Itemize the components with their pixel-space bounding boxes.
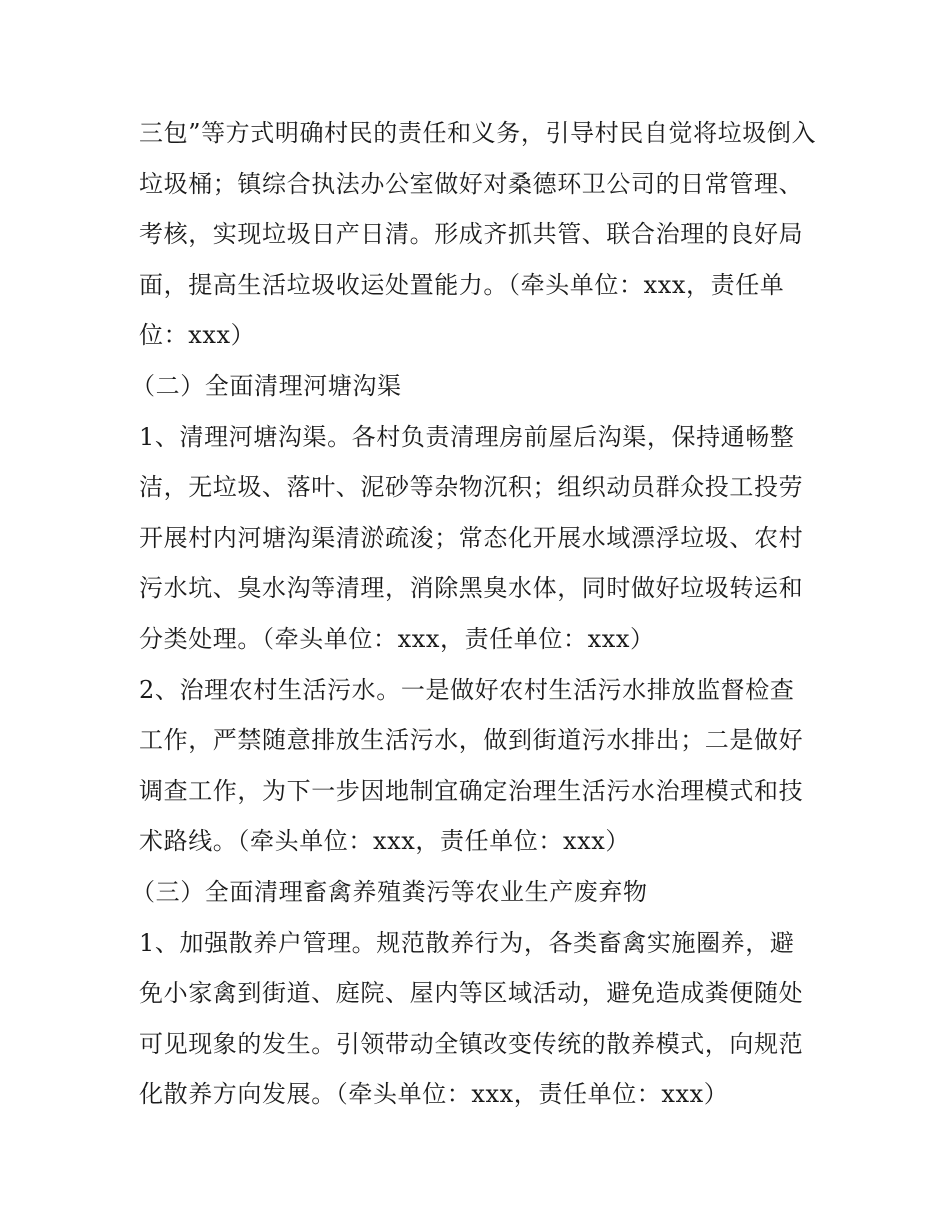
document-body [131,108,819,1120]
section-heading-river-cleanup: （二）全面清理河塘沟渠 [131,371,402,400]
paragraph-free-range-management: 1、加强散养户管理。规范散养行为，各类畜禽实施圈养，避免小家禽到街道、庭院、屋内等区域活动，避免造成粪便随处可见现象的发生。引领带动全镇改变传统的散养模式，向规范化散养方向发展。（牵头单位：xxx，责任单位：xxx） [139,928,804,1109]
paragraph-garbage-management: 三包”等方式明确村民的责任和义务，引导村民自觉将垃圾倒入垃圾桶；镇综合执法办公室做好对桑德环卫公司的日常管理、考核，实现垃圾日产日清。形成齐抓共管、联合治理的良好局面，提高生活垃圾收运处置能力。（牵头单位：xxx，责任单位：xxx） [139,119,817,350]
paragraph-clean-rivers-ditches: 1、清理河塘沟渠。各村负责清理房前屋后沟渠，保持通畅整洁，无垃圾、落叶、泥砂等杂物沉积；组织动员群众投工投劳开展村内河塘沟渠清淤疏浚；常态化开展水域漂浮垃圾、农村污水坑、臭水沟等清理，消除黑臭水体，同时做好垃圾转运和分类处理。（牵头单位：xxx，责任单位：xxx） [139,422,804,653]
paragraph-rural-sewage: 2、治理农村生活污水。一是做好农村生活污水排放监督检查工作，严禁随意排放生活污水，做到街道污水排出；二是做好调查工作，为下一步因地制宜确定治理生活污水治理模式和技术路线。（牵头单位：xxx，责任单位：xxx） [139,675,804,856]
section-heading-livestock-waste: （三）全面清理畜禽养殖粪污等农业生产废弃物 [131,877,648,906]
